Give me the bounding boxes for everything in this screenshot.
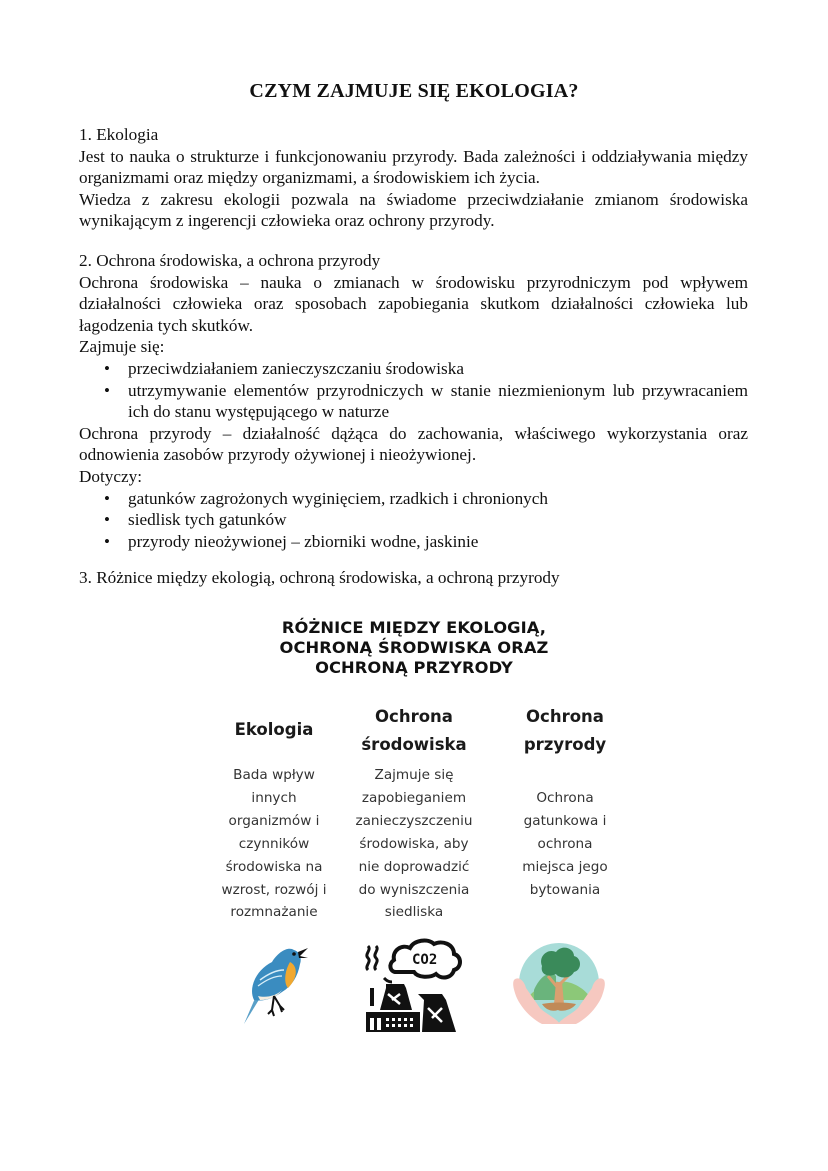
bird-icon	[238, 940, 310, 1026]
description-line: nie doprowadzić	[358, 858, 470, 875]
document-title: CZYM ZAJMUJE SIĘ EKOLOGIA?	[249, 80, 579, 102]
description-line: wzrost, rozwój i	[221, 881, 327, 898]
column-ekologia-description	[213, 764, 335, 924]
description-line: środowiska na	[225, 858, 323, 875]
column-ochrona-przyrody-description	[500, 787, 630, 902]
column-ochrona-srodowiska	[345, 703, 483, 759]
column-ochrona-srodowiska-description	[345, 764, 483, 924]
column-heading: Ekologia	[234, 720, 314, 739]
description-line: siedliska	[384, 904, 444, 921]
section-ochrona	[79, 250, 748, 552]
list-label: Zajmuje się:	[79, 337, 165, 357]
description-line: zapobieganiem	[361, 789, 467, 806]
bullet-list	[79, 488, 748, 553]
list-item: • utrzymywanie elementów przyrodniczych w stanie niezmienionym lub przywracaniem ich do stanu występującego w naturze	[79, 380, 748, 423]
description-line: ochrona	[537, 835, 593, 852]
infographic-title-line: OCHRONĄ ŚRODWISKA ORAZ	[279, 638, 549, 657]
hands-tree-icon	[512, 940, 606, 1026]
list-item: • przyrody nieożywionej – zbiorniki wodne, jaskinie	[79, 531, 748, 553]
co2-label: CO2	[412, 952, 438, 968]
section-heading: 1. Ekologia	[79, 125, 159, 144]
description-line: Zajmuje się	[374, 767, 454, 783]
description-line: gatunkowa i	[523, 812, 607, 829]
definition-ochrona-srodowiska: Ochrona środowiska – nauka o zmianach w środowisku przyrodniczym pod wpływem działalności człowieka oraz sposobach zapobiegania skutkom działalności człowieka lub łagodzenia tych skutków.	[79, 272, 748, 335]
description-line: miejsca jego	[522, 858, 608, 875]
description-line: środowiska, aby	[359, 835, 469, 852]
column-heading: Ochrona	[375, 707, 453, 726]
section-ekologia	[79, 124, 748, 232]
column-heading: Ochrona	[526, 707, 604, 726]
description-line: rozmnażanie	[230, 904, 318, 921]
infographic	[0, 612, 828, 1042]
description-line: Bada wpływ	[233, 767, 315, 783]
column-heading: środowiska	[361, 735, 467, 754]
list-item: • siedlisk tych gatunków	[79, 509, 748, 531]
column-ochrona-przyrody	[500, 703, 630, 759]
description-line: czynników	[238, 835, 310, 852]
list-label: Dotyczy:	[79, 466, 143, 486]
description-line: do wyniszczenia	[358, 881, 470, 898]
list-item: • gatunków zagrożonych wyginięciem, rzadkich i chronionych	[79, 488, 748, 510]
list-item: • przeciwdziałaniem zanieczyszczaniu środowiska	[79, 358, 748, 380]
section-roznice	[79, 567, 748, 589]
infographic-title-line: RÓŻNICE MIĘDZY EKOLOGIĄ,	[281, 618, 547, 637]
infographic-title-line: OCHRONĄ PRZYRODY	[315, 658, 513, 677]
factory-co2-icon	[360, 938, 464, 1034]
section-heading: 3. Różnice między ekologią, ochroną środowiska, a ochroną przyrody	[79, 568, 560, 587]
infographic-title	[0, 618, 828, 678]
paragraph: Jest to nauka o strukturze i funkcjonowaniu przyrody. Bada zależności i oddziaływania między organizmami oraz między organizmami, a środowiskiem ich życia.	[79, 146, 748, 188]
description-line: organizmów i	[228, 812, 320, 829]
paragraph: Wiedza z zakresu ekologii pozwala na świadome przeciwdziałanie zmianom środowiska wynikającym z ingerencji człowieka oraz ochrony przyrody.	[79, 189, 748, 231]
section-heading: 2. Ochrona środowiska, a ochrona przyrody	[79, 251, 381, 270]
definition-ochrona-przyrody: Ochrona przyrody – działalność dążąca do zachowania, właściwego wykorzystania oraz odnowienia zasobów przyrody ożywionej i nieożywionej.	[79, 423, 748, 465]
description-line: Ochrona	[536, 790, 594, 806]
description-line: innych	[251, 789, 297, 806]
column-ekologia	[213, 716, 335, 744]
description-line: bytowania	[529, 881, 601, 898]
column-heading: przyrody	[523, 735, 607, 754]
bullet-list	[79, 358, 748, 423]
description-line: zanieczyszczeniu	[355, 812, 473, 829]
